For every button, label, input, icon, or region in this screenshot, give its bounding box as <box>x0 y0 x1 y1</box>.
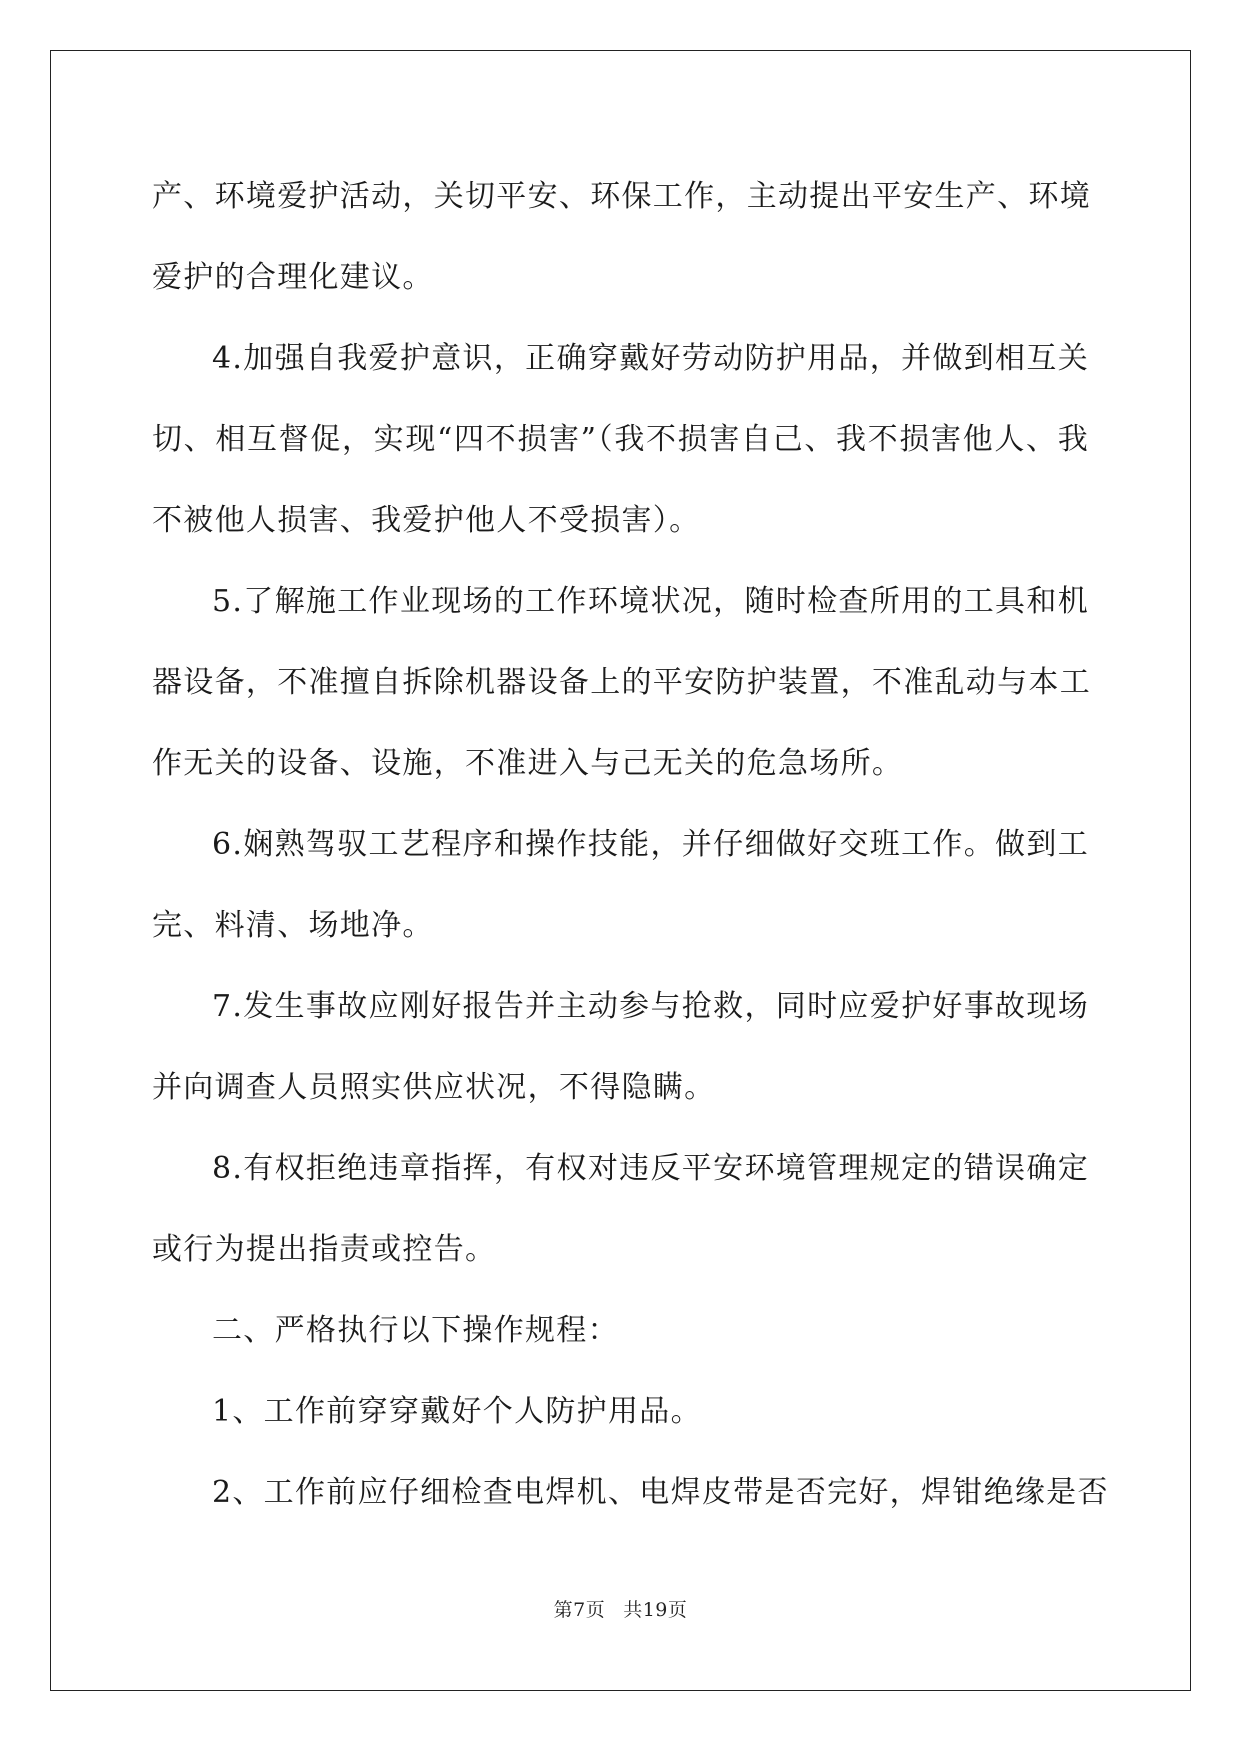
text-line: 并向调查人员照实供应状况，不得隐瞒。 <box>152 1070 716 1105</box>
paragraph-6-line: 6.娴熟驾驭工艺程序和操作技能，并仔细做好交班工作。做到工 <box>212 827 1089 862</box>
procedure-item-2: 2、工作前应仔细检查电焊机、电焊皮带是否完好，焊钳绝缘是否 <box>212 1475 1109 1510</box>
page-number: 第7页 <box>553 1599 606 1621</box>
text-line: 爱护的合理化建议。 <box>152 260 434 295</box>
paragraph-4-line: 4.加强自我爱护意识，正确穿戴好劳动防护用品，并做到相互关 <box>212 341 1089 376</box>
text-line: 产、环境爱护活动，关切平安、环保工作，主动提出平安生产、环境 <box>152 179 1091 214</box>
paragraph-8-line: 8.有权拒绝违章指挥，有权对违反平安环境管理规定的错误确定 <box>212 1151 1089 1186</box>
paragraph-7-line: 7.发生事故应刚好报告并主动参与抢救，同时应爱护好事故现场 <box>212 989 1089 1024</box>
page-footer <box>0 1595 1241 1622</box>
text-line: 完、料清、场地净。 <box>152 908 434 943</box>
document-body <box>152 156 1109 1533</box>
text-line: 切、相互督促，实现“四不损害”（我不损害自己、我不损害他人、我 <box>152 422 1089 457</box>
page-total: 共19页 <box>623 1599 688 1621</box>
text-line: 不被他人损害、我爱护他人不受损害）。 <box>152 503 701 538</box>
procedure-item-1: 1、工作前穿穿戴好个人防护用品。 <box>212 1394 702 1429</box>
text-line: 器设备，不准擅自拆除机器设备上的平安防护装置，不准乱动与本工 <box>152 665 1091 700</box>
text-line: 或行为提出指责或控告。 <box>152 1232 497 1267</box>
text-line: 作无关的设备、设施，不准进入与己无关的危急场所。 <box>152 746 904 781</box>
section-heading: 二、严格执行以下操作规程： <box>212 1313 619 1348</box>
paragraph-5-line: 5.了解施工作业现场的工作环境状况，随时检查所用的工具和机 <box>212 584 1089 619</box>
